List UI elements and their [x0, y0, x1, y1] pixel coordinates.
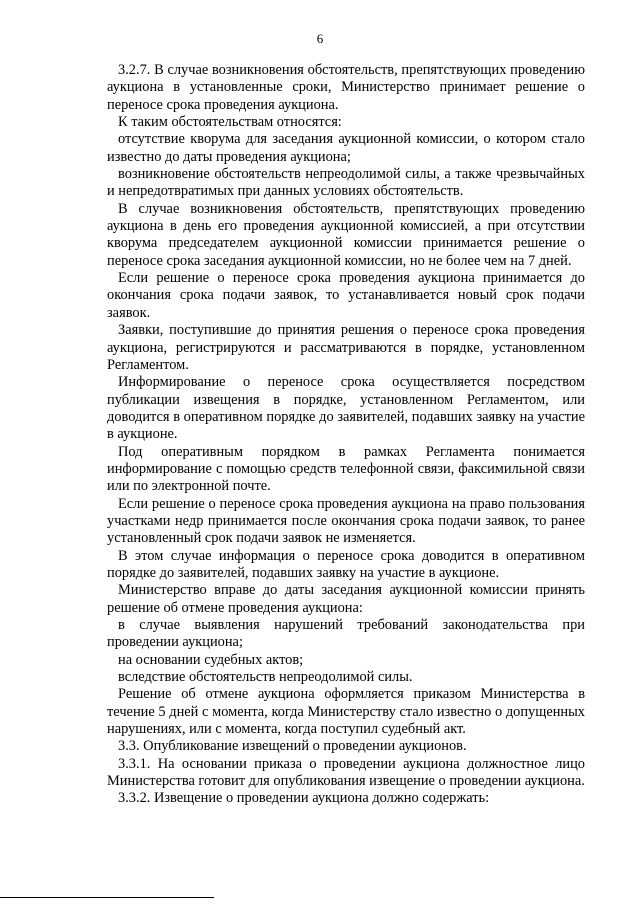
paragraph-circumstances-intro: К таким обстоятельствам относятся:: [118, 114, 342, 131]
document-body: [107, 62, 585, 808]
paragraph-court-acts: на основании судебных актов;: [118, 651, 304, 668]
paragraph-informing: Информирование о переносе срока осуществляется посредством публикации извещения в порядке, установленном Регламентом, или доводится в оперативном порядке до заявителей, подавших заявку на участие в аукционе.: [107, 374, 585, 443]
paragraph-new-deadline: Если решение о переносе срока проведения аукциона принимается до окончания срока подачи заявок, то устанавливается новый срок подачи заявок.: [107, 270, 585, 321]
paragraph-3-3-1: 3.3.1. На основании приказа о проведении аукциона должностное лицо Министерства готовит для опубликования извещение о проведении аукциона.: [107, 755, 585, 790]
paragraph-notification: В этом случае информация о переносе срока доводится в оперативном порядке до заявителей, подавших заявку на участие в аукционе.: [107, 547, 585, 581]
paragraph-operational-order: Под оперативным порядком в рамках Регламента понимается информирование с помощью средств телефонной связи, факсимильной связи или по электронной почте.: [107, 443, 585, 495]
paragraph-force-majeure: возникновение обстоятельств непреодолимой силы, а также чрезвычайных и непредотвратимых при данных условиях обстоятельств.: [107, 166, 585, 200]
paragraph-cancellation-right: Министерство вправе до даты заседания аукционной комиссии принять решение об отмене проведения аукциона:: [107, 582, 585, 616]
paragraph-3-2-7: 3.2.7. В случае возникновения обстоятельств, препятствующих проведению аукциона в установленные сроки, Министерство принимает решение о переносе срока проведения аукциона.: [107, 62, 585, 113]
paragraph-day-of-auction: В случае возникновения обстоятельств, препятствующих проведению аукциона в день его проведения аукционной комиссией, а при отсутствии кворума председателем аукционной комиссии принимается решение о переносе срока заседания аукционной комиссии, но не более чем на 7 дней.: [107, 200, 585, 269]
footer-rule: [0, 897, 214, 898]
section-heading-3-3: 3.3. Опубликование извещений о проведении аукционов.: [118, 738, 467, 755]
page-number: 6: [316, 31, 324, 46]
paragraph-force-majeure-cancel: вследствие обстоятельств непреодолимой силы.: [118, 669, 413, 686]
paragraph-3-3-2: 3.3.2. Извещение о проведении аукциона должно содержать:: [118, 790, 490, 807]
paragraph-applications: Заявки, поступившие до принятия решения о переносе срока проведения аукциона, регистрируются и рассматриваются в порядке, установленном Регламентом.: [107, 322, 585, 373]
paragraph-violations: в случае выявления нарушений требований законодательства при проведении аукциона;: [107, 617, 585, 651]
paragraph-cancellation-order: Решение об отмене аукциона оформляется приказом Министерства в течение 5 дней с момента, когда Министерству стало известно о допущенных нарушениях, или с момента, когда поступил судебный акт.: [107, 686, 585, 738]
paragraph-after-deadline: Если решение о переносе срока проведения аукциона на право пользования участками недр принимается после окончания срока подачи заявок, то ранее установленный срок подачи заявок не изменяется.: [107, 495, 585, 547]
paragraph-no-quorum: отсутствие кворума для заседания аукционной комиссии, о котором стало известно до даты проведения аукциона;: [107, 131, 585, 165]
